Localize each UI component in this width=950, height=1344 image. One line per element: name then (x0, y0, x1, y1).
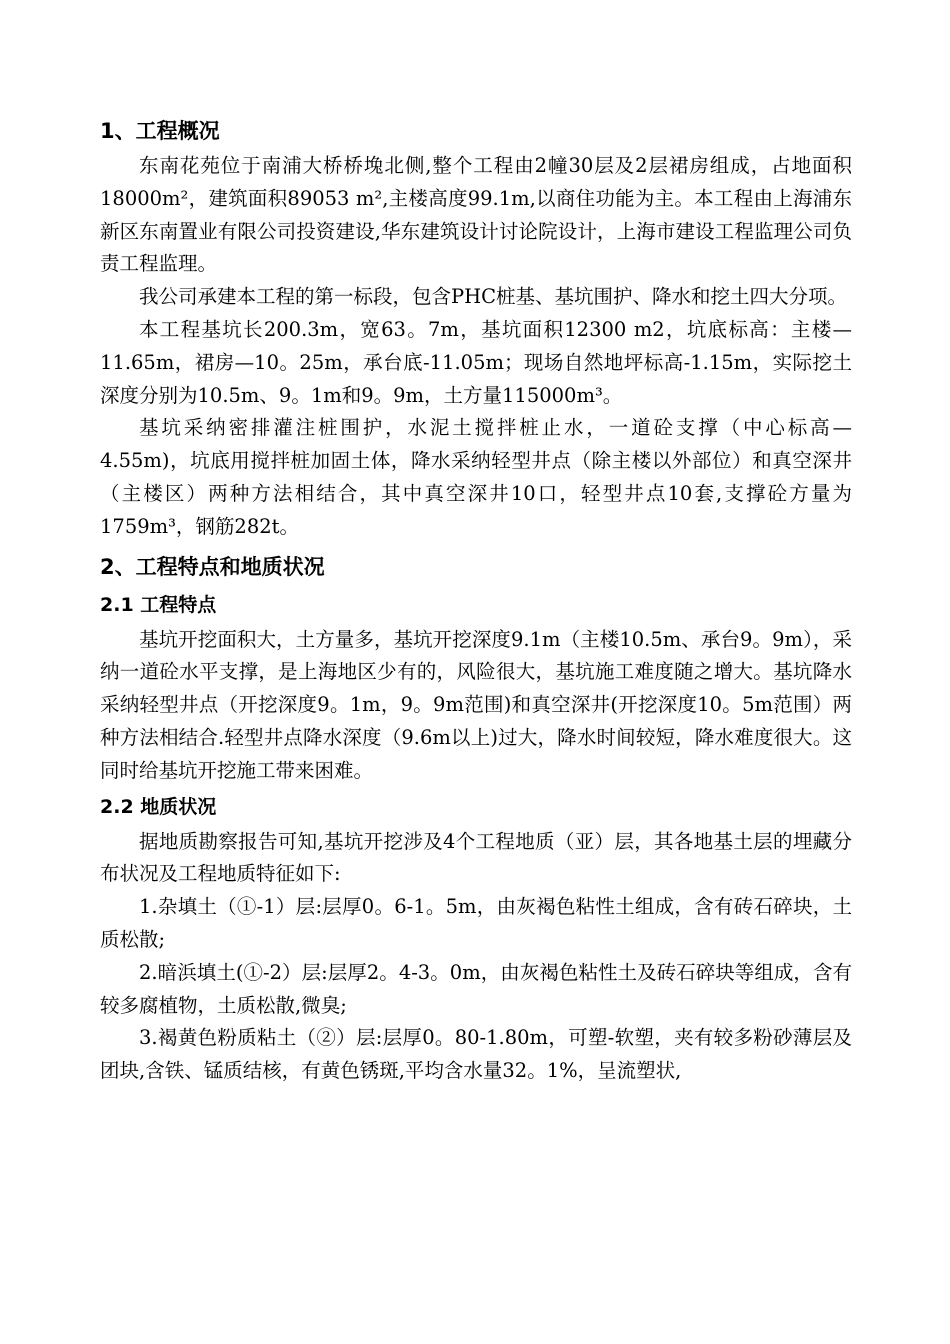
section-1-paragraph-4: 基坑采纳密排灌注桩围护，水泥土搅拌桩止水，一道砼支撑（中心标高—4.55m)，坑底用搅拌桩加固土体，降水采纳轻型井点（除主楼以外部位）和真空深井（主楼区）两种方法相结合，其中真空深井10口，轻型井点10套,支撑砼方量为1759m³，钢筋282t。 (100, 416, 852, 538)
section-1-paragraph-3: 本工程基坑长200.3m，宽63。7m，基坑面积12300 m2，坑底标高：主楼—11.65m，裙房—10。25m，承台底-11.05m；现场自然地坪标高-1.15m，实际挖土深度分别为10.5m、9。1m和9。9m，土方量115000m³。 (100, 317, 852, 407)
subsection-2-1-paragraph-1: 基坑开挖面积大，土方量多，基坑开挖深度9.1m（主楼10.5m、承台9。9m），采纳一道砼水平支撑，是上海地区少有的，风险很大，基坑施工难度随之增大。基坑降水采纳轻型井点（开挖深度9。1m，9。9m范围)和真空深井(开挖深度10。5m范围）两种方法相结合.轻型井点降水深度（9.6m以上)过大，降水时间较短，降水难度很大。这同时给基坑开挖施工带来困难。 (100, 627, 852, 782)
section-1-paragraph-1: 东南花苑位于南浦大桥桥堍北侧,整个工程由2幢30层及2层裙房组成，占地面积18000m²，建筑面积89053 m²,主楼高度99.1m,以商住功能为主。本工程由上海浦东新区东南置业有限公司投资建设,华东建筑设计讨论院设计，上海市建设工程监理公司负责工程监理。 (100, 154, 852, 276)
subsection-2-2-paragraph-1: 据地质勘察报告可知,基坑开挖涉及4个工程地质（亚）层，其各地基土层的埋藏分布状况及工程地质特征如下: (100, 829, 852, 886)
subsection-2-2-paragraph-4: 3.褐黄色粉质粘土（②）层:层厚0。80-1.80m，可塑-软塑，夹有较多粉砂薄层及团块,含铁、锰质结核，有黄色锈斑,平均含水量32。1%，呈流塑状, (100, 1026, 852, 1083)
section-1-heading: 1、工程概况 (100, 119, 220, 143)
document-body (100, 112, 852, 1088)
subsection-2-2-heading: 2.2 地质状况 (100, 795, 217, 818)
subsection-2-2-paragraph-3: 2.暗浜填土(①-2）层:层厚2。4-3。0m，由灰褐色粘性土及砖石碎块等组成，含有较多腐植物，土质松散,微臭; (100, 960, 852, 1017)
subsection-2-1-heading: 2.1 工程特点 (100, 593, 217, 616)
subsection-2-2-paragraph-2: 1.杂填土（①-1）层:层厚0。6-1。5m，由灰褐色粘性土组成，含有砖石碎块，土质松散; (100, 895, 852, 951)
section-1-paragraph-2: 我公司承建本工程的第一标段，包含PHC桩基、基坑围护、降水和挖土四大分项。 (139, 285, 848, 309)
section-2-heading: 2、工程特点和地质状况 (100, 554, 325, 579)
